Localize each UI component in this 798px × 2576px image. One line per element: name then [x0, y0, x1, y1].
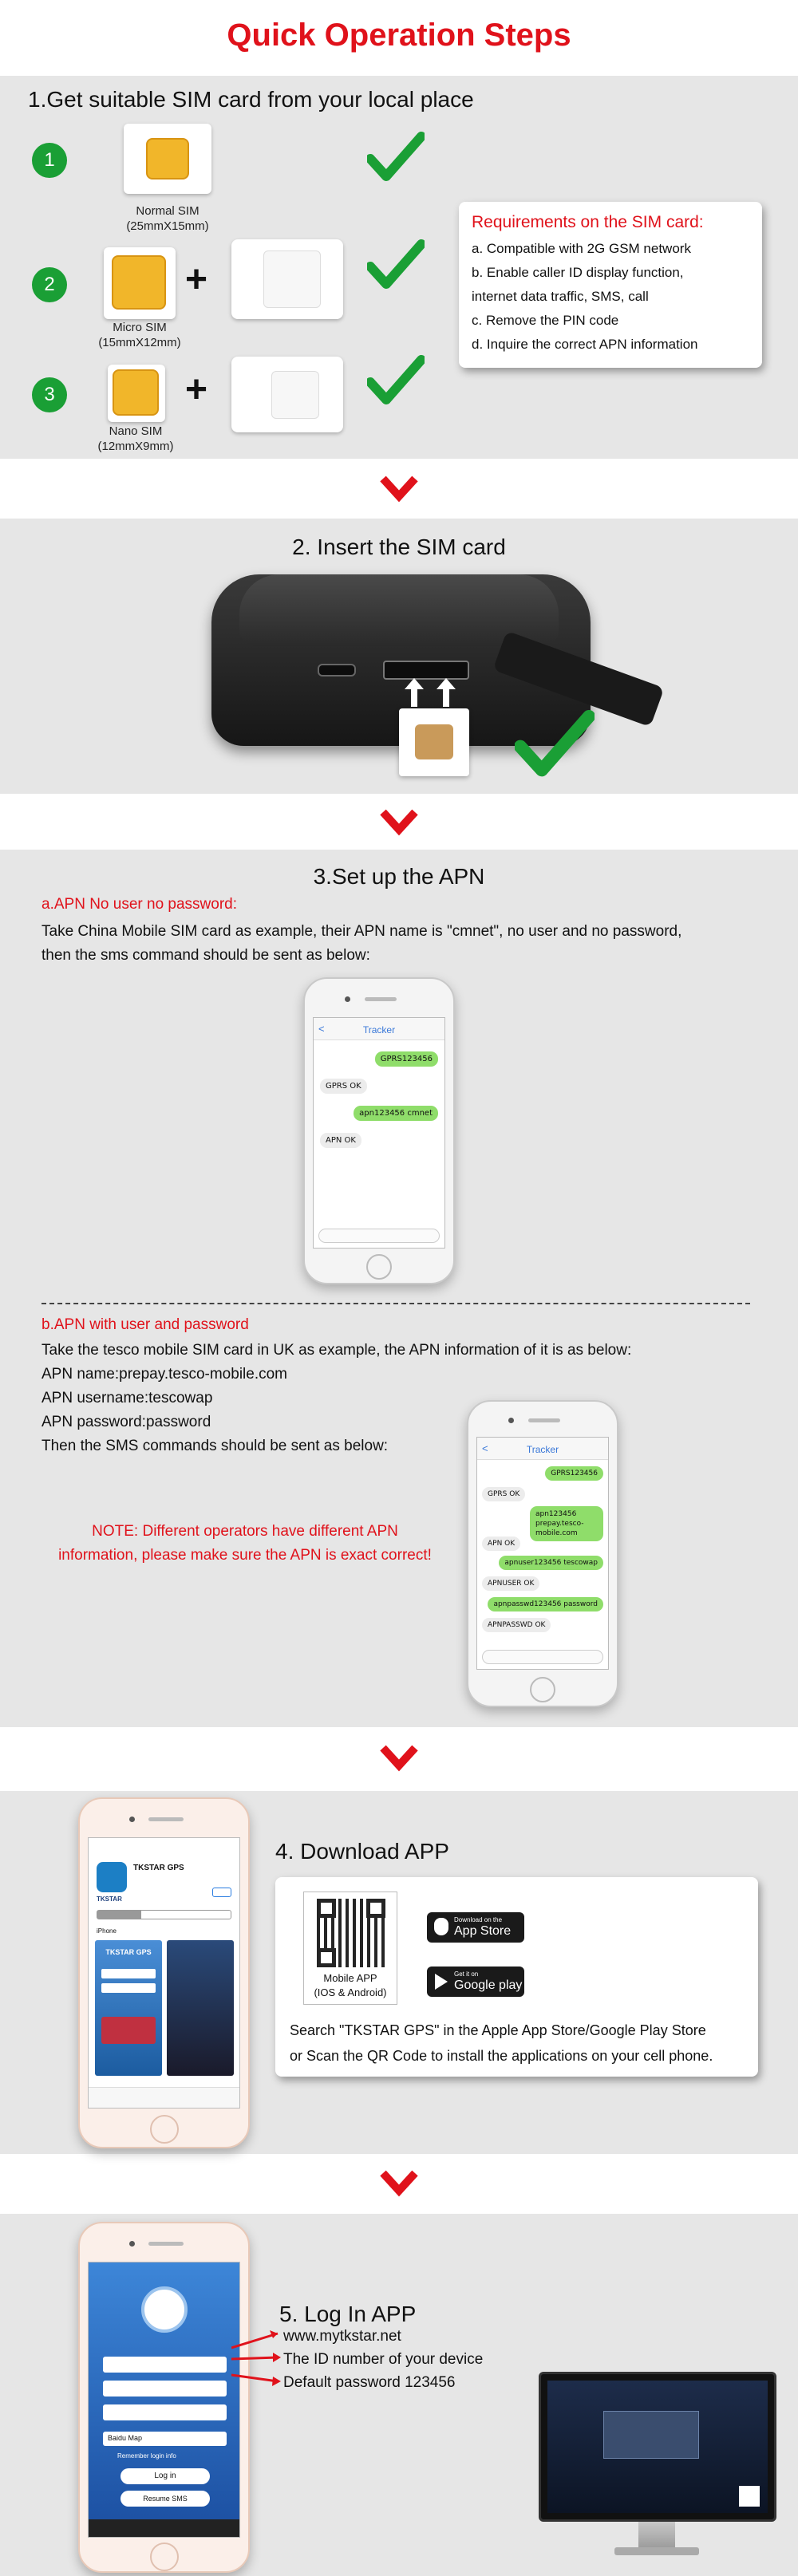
login-panel [603, 2411, 699, 2459]
monitor-screen [547, 2381, 768, 2513]
section-step4 [0, 1791, 798, 2154]
adapter-slot [271, 371, 319, 419]
nano-sim-label [56, 424, 215, 454]
sim-chip-icon [415, 724, 453, 759]
phone-mockup-a [303, 977, 455, 1284]
apn-a-text-line: Take China Mobile SIM card as example, their APN name is "cmnet", no user and no password, [41, 923, 682, 940]
back-icon[interactable]: < [482, 1442, 488, 1454]
google-play-badge[interactable] [427, 1967, 524, 1997]
badge-big-text: Google play [454, 1978, 523, 1992]
note-line: information, please make sure the APN is exact correct! [58, 1547, 432, 1564]
store-tabs [97, 1910, 231, 1919]
sms-bubble-out: apn123456 prepay.tesco-mobile.com [530, 1506, 603, 1541]
step1-heading: 1.Get suitable SIM card from your local place [28, 87, 474, 112]
callout-url: www.mytkstar.net [283, 2328, 401, 2345]
requirements-card [459, 202, 762, 368]
sms-bubble-out: apnuser123456 tescowap [499, 1556, 603, 1570]
monitor-base [614, 2547, 699, 2555]
sms-bubble-out: GPRS123456 [545, 1466, 603, 1481]
requirements-title: Requirements on the SIM card: [472, 213, 704, 231]
section-step3 [0, 850, 798, 1727]
apn-b-line: Take the tesco mobile SIM card in UK as example, the APN information of it is as below: [41, 1342, 632, 1359]
qr-caption: Mobile APP [323, 1972, 377, 1984]
step-number-1: 1 [32, 143, 67, 178]
chevron-down-icon [380, 807, 418, 836]
download-description [290, 2018, 713, 2069]
apple-icon [434, 1918, 448, 1935]
sim-name: Nano SIM [109, 424, 163, 438]
download-card [275, 1877, 758, 2077]
requirement-item: b. Enable caller ID display function, [472, 265, 684, 280]
message-input[interactable] [318, 1229, 440, 1243]
step-number-3: 3 [32, 377, 67, 412]
sim-name: Normal SIM [136, 204, 200, 218]
screenshot-title: TKSTAR GPS [105, 1948, 152, 1956]
store-tabbar [89, 2087, 239, 2108]
store-app-name: TKSTAR GPS [133, 1864, 184, 1872]
phone-speaker [148, 2242, 184, 2246]
map-select[interactable]: Baidu Map [103, 2432, 227, 2446]
login-footer [89, 2519, 239, 2537]
back-icon[interactable]: < [318, 1023, 325, 1035]
phone-mockup-login [78, 2222, 250, 2573]
adapter-slot [263, 250, 321, 308]
sms-bubble-out: apn123456 cmnet [354, 1106, 438, 1121]
sim-adapter [231, 239, 343, 319]
section-step1 [0, 76, 798, 459]
desktop-monitor [539, 2372, 776, 2522]
chevron-down-icon [380, 2168, 418, 2197]
check-icon [367, 239, 425, 290]
normal-sim-card [124, 124, 211, 194]
phone-camera [129, 1817, 135, 1822]
app-screenshot [167, 1940, 234, 2076]
remember-checkbox[interactable]: Remember login info [117, 2452, 176, 2460]
app-logo [97, 1862, 127, 1892]
check-icon [515, 710, 595, 779]
step2-heading: 2. Insert the SIM card [292, 535, 506, 559]
sms-bubble-in: APN OK [482, 1537, 520, 1551]
apn-a-text [41, 920, 681, 968]
plus-sign: + [185, 258, 208, 301]
get-button[interactable] [212, 1888, 231, 1897]
arrow-up-icon [435, 677, 457, 708]
apn-a-title: a.APN No user no password: [41, 896, 238, 913]
step5-heading: 5. Log In APP [279, 2302, 417, 2326]
phone-screen [476, 1437, 609, 1670]
chat-header [477, 1438, 608, 1460]
chevron-down-icon [380, 1743, 418, 1772]
qr-caption: (IOS & Android) [314, 1986, 387, 1998]
phone-mockup-b [467, 1400, 618, 1707]
usb-port [318, 664, 356, 677]
phone-camera [345, 996, 350, 1002]
badge-small-text: Download on the [454, 1916, 503, 1923]
home-button[interactable] [366, 1254, 392, 1280]
platform-label: iPhone [97, 1927, 117, 1935]
login-button[interactable]: Log in [120, 2468, 210, 2484]
sim-chip-icon [146, 138, 189, 179]
phone-screen [88, 2262, 240, 2538]
badge-small-text: Get it on [454, 1970, 479, 1978]
qr-code-icon [317, 1899, 385, 1967]
section-step5 [0, 2214, 798, 2576]
sms-bubble-in: APN OK [320, 1133, 361, 1148]
sim-chip-icon [112, 255, 166, 310]
step-number-2: 2 [32, 267, 67, 302]
sim-card-insert [399, 708, 469, 776]
requirement-item: c. Remove the PIN code [472, 313, 619, 328]
requirement-item: a. Compatible with 2G GSM network [472, 241, 691, 256]
apn-b-line: Then the SMS commands should be sent as below: [41, 1438, 389, 1454]
apn-a-text-line: then the sms command should be sent as below: [41, 947, 370, 964]
chat-header [314, 1018, 444, 1040]
sim-size: (12mmX9mm) [97, 440, 174, 453]
section-step2 [0, 519, 798, 794]
phone-screen [88, 1837, 240, 2109]
app-store-badge[interactable] [427, 1912, 524, 1943]
play-icon [434, 1973, 448, 1990]
home-button[interactable] [530, 1677, 555, 1702]
device-id-input[interactable] [103, 2381, 227, 2397]
app-logo [141, 2286, 188, 2333]
phone-speaker [365, 997, 397, 1001]
apn-b-line: APN username:tescowap [41, 1390, 213, 1406]
server-input[interactable] [103, 2357, 227, 2373]
car-image [101, 2017, 156, 2044]
chat-title: Tracker [362, 1024, 396, 1036]
sim-size: (25mmX15mm) [126, 219, 209, 233]
qr-code-block[interactable] [303, 1892, 397, 2005]
sms-bubble-in: GPRS OK [320, 1079, 367, 1094]
badge-big-text: App Store [454, 1924, 512, 1938]
resume-sms-button[interactable]: Resume SMS [120, 2491, 210, 2507]
step3-heading: 3.Set up the APN [313, 864, 485, 889]
chat-title: Tracker [526, 1444, 559, 1455]
check-icon [367, 132, 425, 183]
sim-size: (15mmX12mm) [98, 336, 181, 349]
phone-camera [129, 2241, 135, 2247]
sms-bubble-in: APNUSER OK [482, 1576, 539, 1591]
arrow-up-icon [403, 677, 425, 708]
app-screenshot [95, 1940, 162, 2076]
qr-code-icon [739, 2486, 760, 2507]
callout-device-id: The ID number of your device [283, 2351, 484, 2368]
phone-camera [508, 1418, 514, 1423]
phone-screen [313, 1017, 445, 1249]
phone-mockup-store [78, 1797, 250, 2148]
sms-bubble-in: APNPASSWD OK [482, 1618, 551, 1632]
section-divider [41, 1303, 750, 1304]
micro-sim-label [60, 320, 219, 350]
home-button[interactable] [150, 2542, 179, 2571]
callout-password: Default password 123456 [283, 2374, 456, 2391]
apn-note [41, 1520, 448, 1568]
apn-b-line: APN password:password [41, 1414, 211, 1430]
home-button[interactable] [150, 2115, 179, 2144]
apn-b-title: b.APN with user and password [41, 1316, 249, 1333]
message-input[interactable] [482, 1650, 603, 1664]
requirement-item: internet data traffic, SMS, call [472, 289, 649, 304]
normal-sim-label [88, 203, 247, 234]
note-line: NOTE: Different operators have different APN [92, 1523, 398, 1540]
callout-arrows [231, 2326, 287, 2389]
description-line: or Scan the QR Code to install the applications on your cell phone. [290, 2048, 713, 2064]
login-field [101, 1983, 156, 1993]
sms-bubble-out: GPRS123456 [375, 1051, 438, 1067]
step4-heading: 4. Download APP [275, 1839, 449, 1864]
sim-name: Micro SIM [113, 321, 167, 334]
sms-bubble-out: apnpasswd123456 password [488, 1597, 603, 1611]
page-title: Quick Operation Steps [227, 18, 571, 53]
phone-speaker [148, 1817, 184, 1821]
sim-chip-icon [113, 369, 159, 416]
login-field [101, 1969, 156, 1978]
chevron-down-icon [380, 474, 418, 503]
store-brand: TKSTAR [97, 1896, 122, 1903]
sms-bubble-in: GPRS OK [482, 1487, 525, 1501]
monitor-stand [638, 2522, 675, 2549]
requirement-item: d. Inquire the correct APN information [472, 337, 698, 352]
sim-adapter [231, 357, 343, 432]
description-line: Search "TKSTAR GPS" in the Apple App Store/Google Play Store [290, 2022, 706, 2038]
micro-sim-card [104, 247, 176, 319]
plus-sign: + [185, 369, 208, 411]
check-icon [367, 355, 425, 406]
password-input[interactable] [103, 2404, 227, 2420]
apn-b-line: APN name:prepay.tesco-mobile.com [41, 1366, 287, 1383]
phone-speaker [528, 1418, 560, 1422]
nano-sim-card [108, 365, 165, 422]
